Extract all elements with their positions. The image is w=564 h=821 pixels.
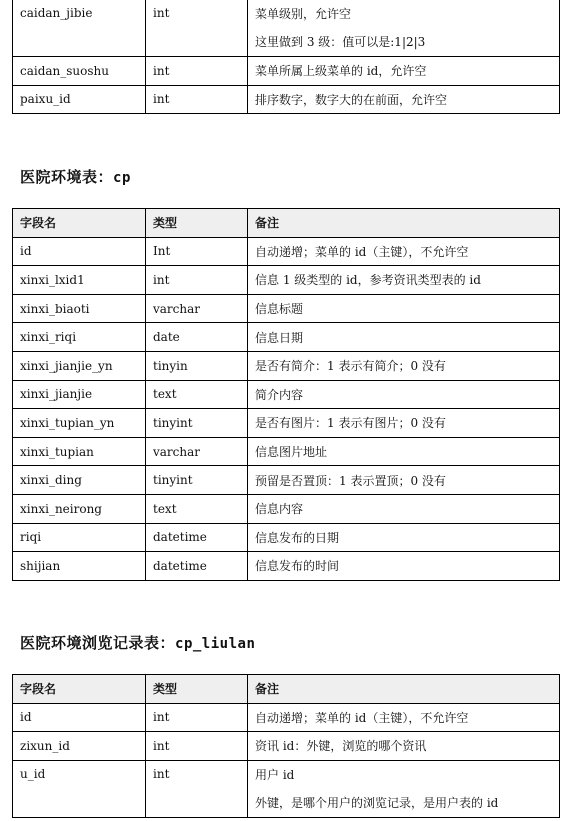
type-cell: varchar [146,437,248,466]
field-cell: xinxi_riqi [13,323,146,352]
field-cell: xinxi_tupian [13,437,146,466]
header-field: 字段名 [13,209,146,238]
desc-cell: 自动递增；菜单的 id（主键），不允许空 [248,703,560,732]
field-cell: id [13,237,146,266]
header-desc: 备注 [248,675,560,704]
field-cell: zixun_id [13,732,146,761]
section-title-cp-liulan [20,632,255,653]
header-type: 类型 [146,209,248,238]
field-cell: caidan_suoshu [13,57,146,86]
field-cell: u_id [13,760,146,817]
table-row [13,494,560,523]
table-row [13,466,560,495]
field-cell: shijian [13,552,146,581]
desc-cell: 信息发布的日期 [248,523,560,552]
desc-cell: 信息内容 [248,494,560,523]
type-cell: varchar [146,294,248,323]
type-cell: int [146,85,248,114]
field-cell: xinxi_jianjie [13,380,146,409]
table-row [13,266,560,295]
table-row [13,552,560,581]
desc-cell: 资讯 id：外键，浏览的哪个资讯 [248,732,560,761]
desc-line: 用户 id [255,767,295,782]
desc-cell: 信息 1 级类型的 id，参考资讯类型表的 id [248,266,560,295]
table-continued [12,0,560,114]
type-cell: tinyint [146,466,248,495]
field-cell: xinxi_neirong [13,494,146,523]
field-cell: xinxi_biaoti [13,294,146,323]
field-cell: paixu_id [13,85,146,114]
type-cell: datetime [146,552,248,581]
desc-cell: 信息图片地址 [248,437,560,466]
table-row [13,437,560,466]
field-cell: caidan_jibie [13,0,146,57]
field-cell: xinxi_jianjie_yn [13,351,146,380]
type-cell: int [146,0,248,57]
type-cell: date [146,323,248,352]
table-header-row [13,675,560,704]
table-row [13,380,560,409]
section-title-cn: 医院环境浏览记录表： [20,634,176,652]
section-title-cn: 医院环境表： [20,168,114,186]
table-row [13,351,560,380]
table-row [13,323,560,352]
field-cell: xinxi_lxid1 [13,266,146,295]
type-cell: tinyint [146,409,248,438]
desc-cell: 信息日期 [248,323,560,352]
section-title-code: cp [113,170,131,186]
type-cell: Int [146,237,248,266]
header-field: 字段名 [13,675,146,704]
desc-cell: 排序数字，数字大的在前面，允许空 [248,85,560,114]
section-title-cp [20,166,131,187]
type-cell: int [146,732,248,761]
type-cell: int [146,760,248,817]
field-cell: xinxi_tupian_yn [13,409,146,438]
table-cp [12,208,560,581]
type-cell: text [146,494,248,523]
type-cell: int [146,703,248,732]
header-desc: 备注 [248,209,560,238]
desc-cell: 简介内容 [248,380,560,409]
field-cell: riqi [13,523,146,552]
desc-cell: 信息发布的时间 [248,552,560,581]
table-row [13,237,560,266]
header-type: 类型 [146,675,248,704]
type-cell: datetime [146,523,248,552]
desc-cell [248,0,560,57]
desc-cell: 自动递增；菜单的 id（主键），不允许空 [248,237,560,266]
desc-line: 外键，是哪个用户的浏览记录，是用户表的 id [255,795,499,810]
desc-cell: 菜单所属上级菜单的 id，允许空 [248,57,560,86]
type-cell: int [146,266,248,295]
table-row [13,732,560,761]
field-cell: xinxi_ding [13,466,146,495]
desc-line: 这里做到 3 级：值可以是:1|2|3 [255,35,426,49]
table-row [13,523,560,552]
desc-line: 菜单级别，允许空 [255,7,352,21]
table-row [13,0,560,57]
table-row [13,85,560,114]
table-row [13,409,560,438]
type-cell: text [146,380,248,409]
table-row [13,294,560,323]
desc-cell: 是否有图片：1 表示有图片；0 没有 [248,409,560,438]
table-cp-liulan [12,674,560,818]
field-cell: id [13,703,146,732]
table-row [13,57,560,86]
table-row [13,760,560,817]
type-cell: tinyin [146,351,248,380]
desc-cell: 是否有简介：1 表示有简介；0 没有 [248,351,560,380]
table-row [13,703,560,732]
desc-cell: 信息标题 [248,294,560,323]
section-title-code: cp_liulan [175,636,256,652]
desc-cell: 预留是否置顶：1 表示置顶；0 没有 [248,466,560,495]
table-header-row [13,209,560,238]
type-cell: int [146,57,248,86]
desc-cell [248,760,560,817]
